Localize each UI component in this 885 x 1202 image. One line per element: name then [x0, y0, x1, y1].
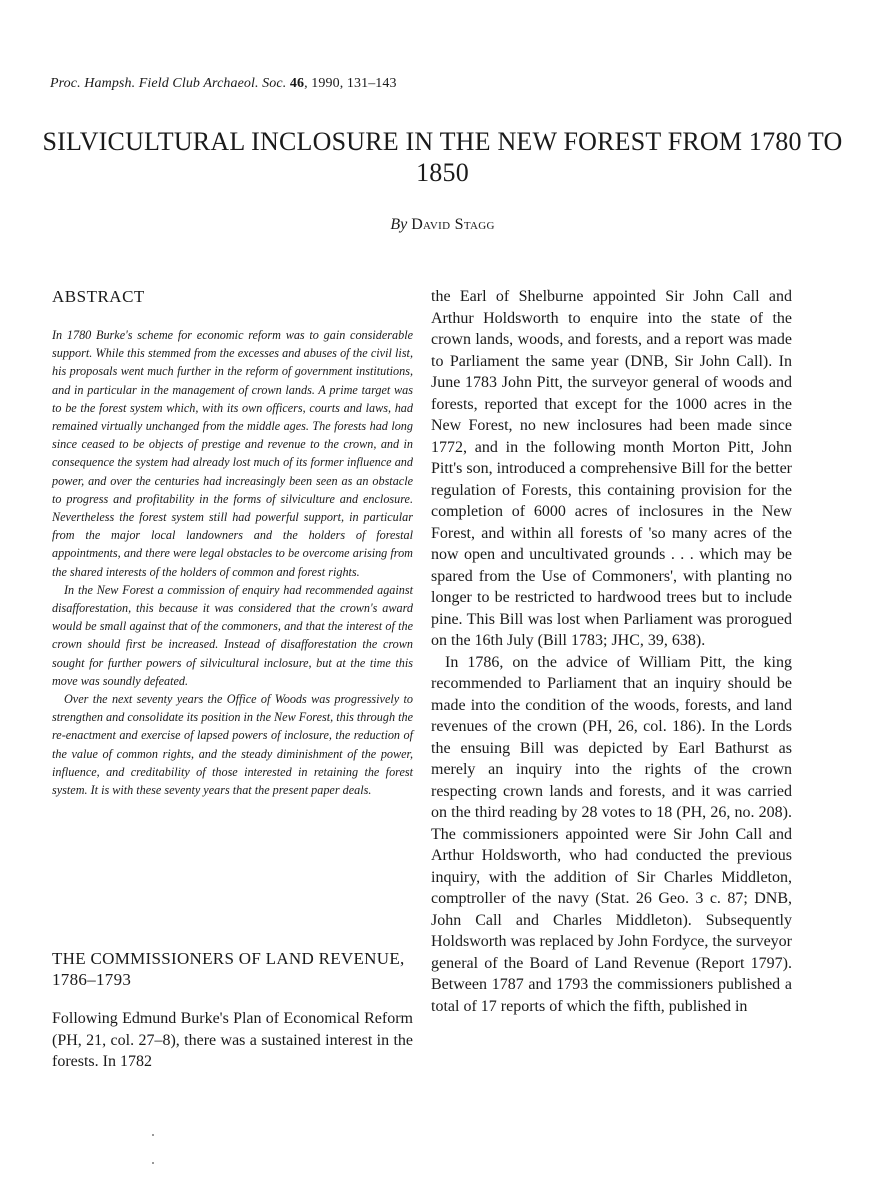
author-name: David Stagg [411, 216, 495, 233]
journal-name: Proc. Hampsh. Field Club Archaeol. Soc. [50, 76, 287, 91]
section-heading: THE COMMISSIONERS OF LAND REVENUE, 1786–1793 [52, 949, 405, 989]
scan-speck [152, 1134, 154, 1136]
byline-prefix: By [390, 216, 408, 233]
abstract-paragraph: Over the next seventy years the Office of Woods was progressively to strengthen and consolidate its position in the New Forest, this through the re-enactment and exercise of lapsed powers of inclosure, the reduction of the value of common rights, and the steady diminishment of the power, influence, and creditability of those interested in retaining the forest system. It is with these seventy years that the present paper deals. [52, 692, 413, 798]
body-paragraph: In 1786, on the advice of William Pitt, the king recommended to Parliament that an inquiry should be made into the condition of the woods, forests, and land revenues of the crown (PH, 26, col. 186). In the Lords the ensuing Bill was depicted by Earl Bathurst as merely an inquiry into the rights of the crown respecting crown lands and forests, and it was carried on the third reading by 28 votes to 18 (PH, 26, no. 208). The commissioners appointed were Sir John Call and Arthur Holdsworth, who had conducted the previous inquiry, with the addition of Sir Charles Middleton, comptroller of the navy (Stat. 26 Geo. 3 c. 87; DNB, John Call and Charles Middleton). Subsequently Holdsworth was replaced by John Fordyce, the surveyor general of the Board of Land Revenue (Report 1797). Between 1787 and 1793 the commissioners published a total of 17 reports of which the fifth, published in [431, 653, 792, 1015]
abstract-paragraph: In the New Forest a commission of enquiry had recommended against disafforestation, this because it was considered that the crown's award would be small against that of the commoners, and that the interest of the crown should first be increased. Instead of disafforestation the crown sought for further powers of silvicultural inclosure, but at the time this move was soundly defeated. [52, 582, 413, 688]
article-title: SILVICULTURAL INCLOSURE IN THE NEW FOREST FROM 1780 TO 1850 [42, 127, 843, 187]
volume-number: 46 [289, 76, 305, 91]
abstract-heading: ABSTRACT [52, 287, 145, 306]
body-paragraph: the Earl of Shelburne appointed Sir John Call and Arthur Holdsworth to enquire into the state of the crown lands, woods, and forests, and a report was made to Parliament the same year (DNB, Sir John Call). In June 1783 John Pitt, the surveyor general of woods and forests, reported that except for the 1000 acres in the New Forest, no new inclosures had been made since 1772, and in the following month Morton Pitt, John Pitt's son, introduced a comprehensive Bill for the better regulation of Forests, this containing provision for the completion of 6000 acres of inclosures in the New Forest, and within all forests of 'so many acres of the now open and uncultivated grounds . . . which may be spared from the Use of Commoners', with planting no longer to be restricted to hardwood trees but to include pine. This Bill was lost when Parliament was prorogued on the 16th July (Bill 1783; JHC, 39, 638). [431, 288, 792, 649]
scan-speck [152, 1162, 154, 1164]
abstract-body [52, 326, 413, 799]
abstract-paragraph: In 1780 Burke's scheme for economic reform was to gain considerable support. While this stemmed from the excesses and abuses of the civil list, his proposals went much further in the reform of government institutions, and in particular in the management of crown lands. A prime target was to be the forest system which, with its own officers, courts and laws, had remained virtually unchanged from the middle ages. The forests had long since ceased to be objects of prestige and revenue to the crown, and in consequence the system had already lost much of its former influence and power, and over the centuries had increasingly been seen as an obstacle to progress and profitability in the forms of silviculture and enclosure. Nevertheless the forest system still had powerful support, in particular from the major local landowners and the holders of forestal appointments, and there were legal obstacles to be overcome arising from the shared interests of the holders of common and forest rights. [52, 328, 413, 579]
right-column [431, 286, 792, 1017]
byline [0, 216, 885, 234]
body-paragraph: Following Edmund Burke's Plan of Economical Reform (PH, 21, col. 27–8), there was a sustained interest in the forests. In 1782 [52, 1010, 413, 1070]
left-column [52, 287, 413, 799]
running-head [50, 76, 550, 92]
year-and-pages: , 1990, 131–143 [304, 76, 397, 91]
